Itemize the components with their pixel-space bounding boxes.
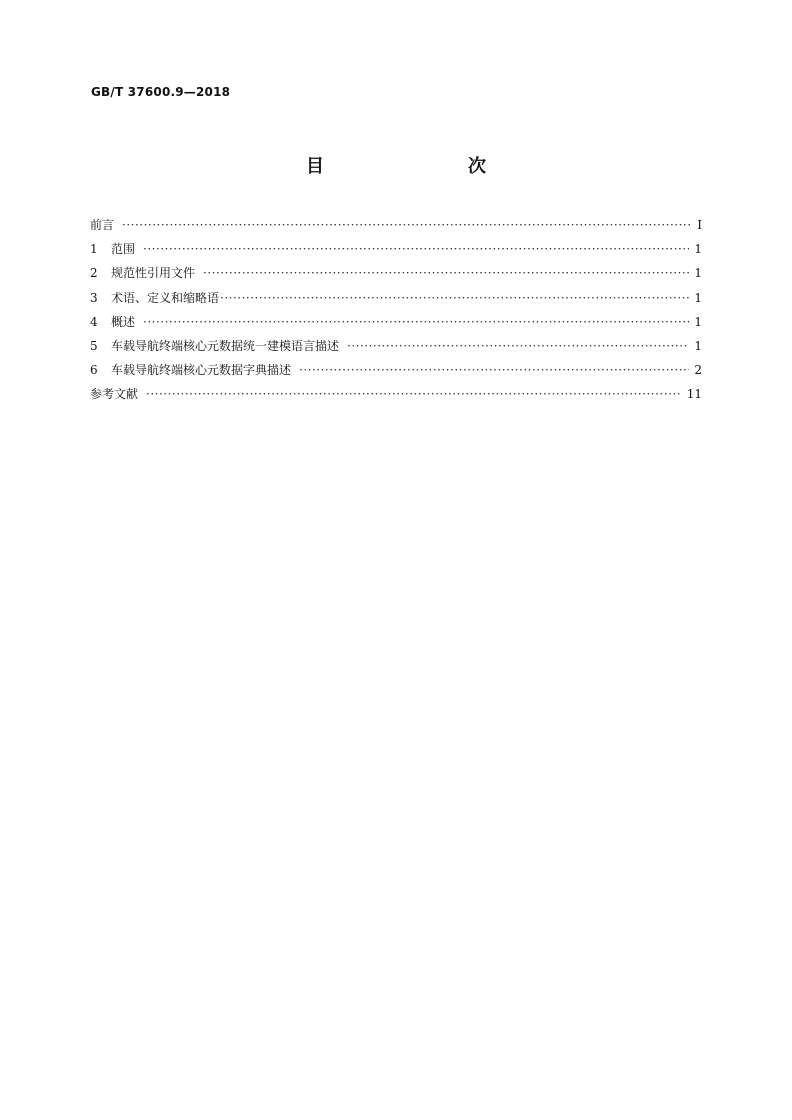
toc-entry-bibliography[interactable] <box>90 385 702 409</box>
toc-entry-number: 3 <box>90 290 98 305</box>
toc-entry-data-dictionary[interactable] <box>90 361 702 385</box>
toc-dot-leader <box>143 242 689 256</box>
standard-code: GB/T 37600.9—2018 <box>91 85 231 99</box>
toc-dot-leader <box>203 266 689 280</box>
toc-entry-number: 1 <box>90 242 98 257</box>
toc-entry-normative-references[interactable] <box>90 264 702 288</box>
toc-page-number: 1 <box>694 314 702 329</box>
toc-entry-title: 参考文献 <box>90 387 139 402</box>
toc-entry-uml-description[interactable] <box>90 337 702 361</box>
toc-page-number: 1 <box>694 242 702 257</box>
toc-entry-number: 2 <box>90 266 98 281</box>
toc-entry-title: 范围 <box>111 242 136 257</box>
toc-dot-leader <box>347 339 689 353</box>
toc-dot-leader <box>299 363 689 377</box>
toc-entry-number: 6 <box>90 363 98 378</box>
toc-dot-leader <box>143 315 689 329</box>
toc-entry-title: 前言 <box>90 218 115 232</box>
toc-page-number: I <box>697 218 702 232</box>
toc-entry-number: 4 <box>90 314 98 329</box>
toc-title: 目 次 <box>306 156 522 177</box>
toc-entry-number: 5 <box>90 338 98 353</box>
toc-entry-foreword[interactable] <box>90 216 702 240</box>
table-of-contents <box>90 216 702 410</box>
toc-entry-title: 车载导航终端核心元数据字典描述 <box>111 363 292 378</box>
toc-entry-title: 规范性引用文件 <box>111 266 196 281</box>
toc-dot-leader <box>146 387 682 401</box>
toc-page-number: 1 <box>694 338 702 353</box>
toc-dot-leader <box>220 291 689 305</box>
toc-page-number: 1 <box>694 290 702 305</box>
toc-entry-overview[interactable] <box>90 313 702 337</box>
toc-page-number: 1 <box>694 266 702 281</box>
toc-entry-scope[interactable] <box>90 240 702 264</box>
toc-page-number: 2 <box>694 363 702 378</box>
toc-page-number: 11 <box>686 387 702 402</box>
toc-dot-leader <box>122 218 691 232</box>
toc-entry-title: 术语、定义和缩略语 <box>111 290 220 305</box>
toc-entry-terms-definitions[interactable] <box>90 289 702 313</box>
toc-entry-title: 概述 <box>111 314 136 329</box>
toc-entry-title: 车载导航终端核心元数据统一建模语言描述 <box>111 338 340 353</box>
